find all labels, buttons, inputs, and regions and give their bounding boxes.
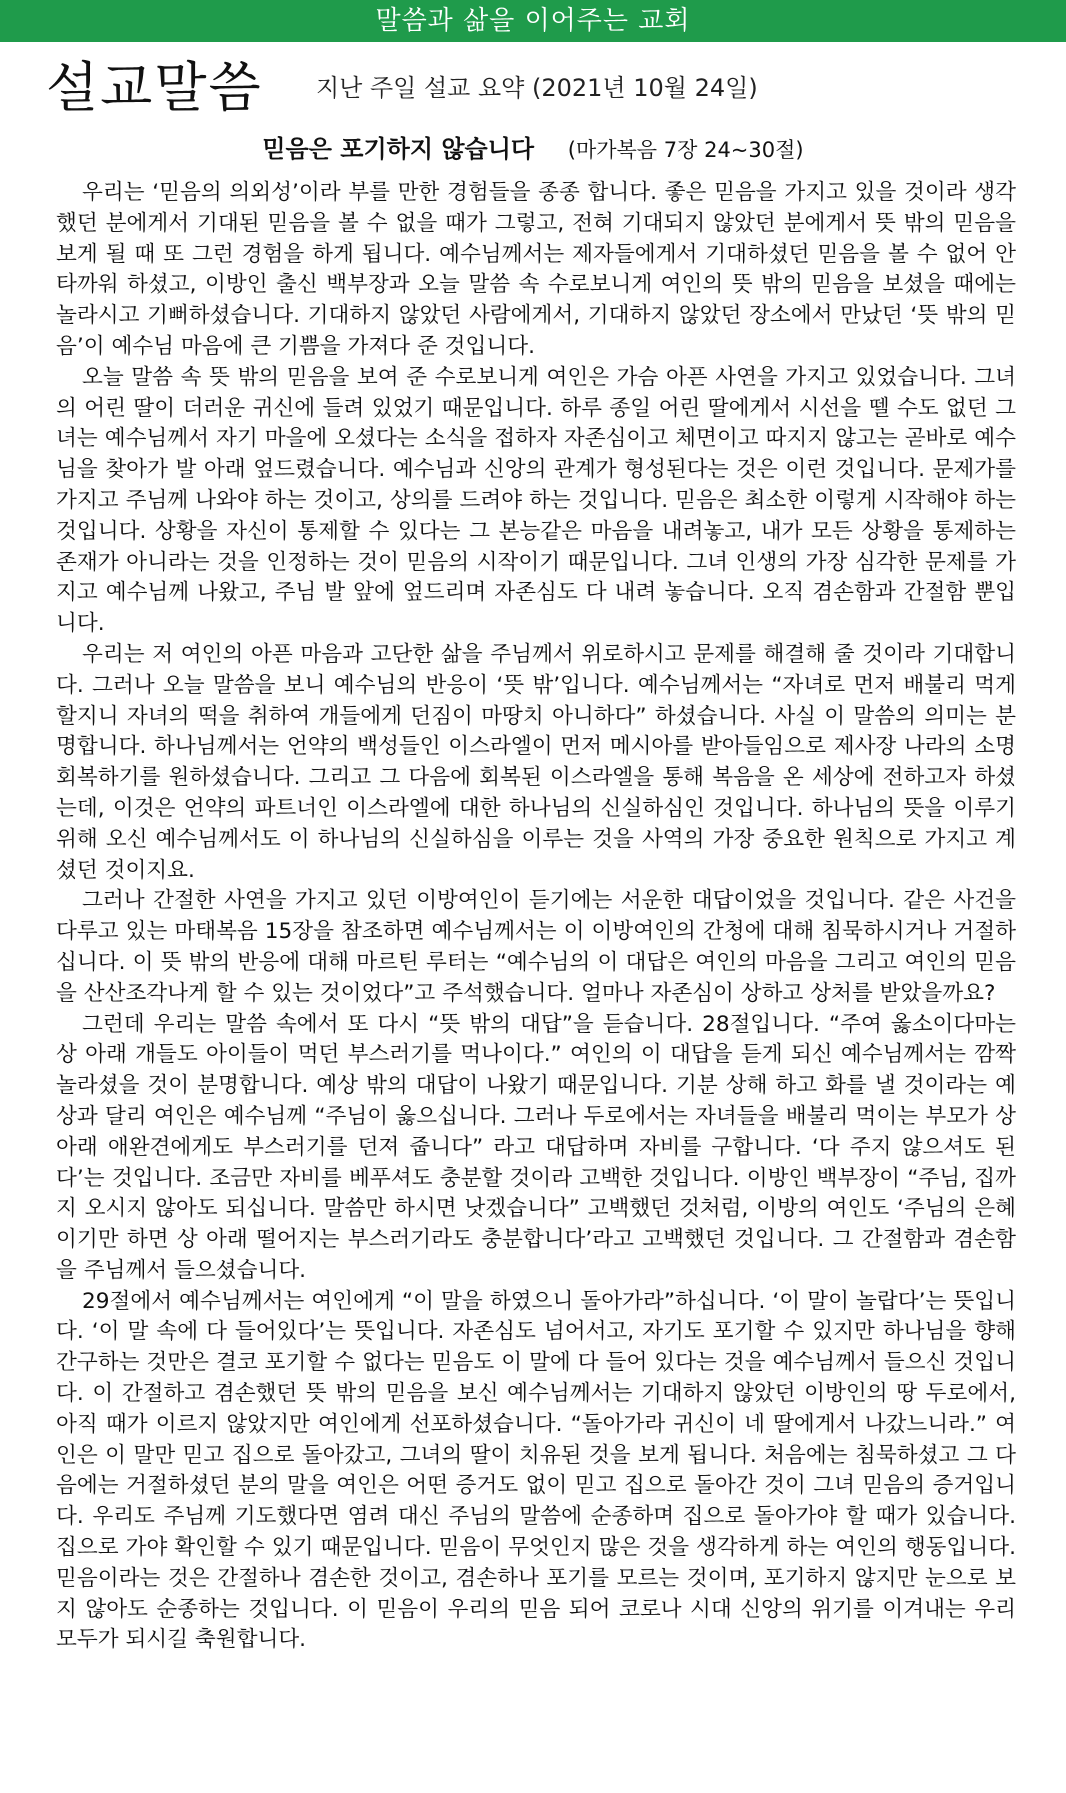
sermon-body	[56, 178, 1016, 1656]
paragraph-5: 그런데 우리는 말씀 속에서 또 다시 “뜻 밖의 대답”을 듣습니다. 28절입니다. “주여 옳소이다마는 상 아래 개들도 아이들이 먹던 부스러기를 먹나이다.” 여인의 이 대답을 듣게 되신 예수님께서는 깜짝 놀라셨을 것이 분명합니다. 예상 밖의 대답이 나왔기 때문입니다. 기분 상해 하고 화를 낼 것이라는 예상과 달리 여인은 예수님께 “주님이 옳으십니다. 그러나 두로에서는 자녀들을 배불리 먹이는 부모가 상 아래 애완견에게도 부스러기를 던져 줍니다” 라고 대답하며 자비를 구합니다. ‘다 주지 않으셔도 된다’는 것입니다. 조금만 자비를 베푸셔도 충분할 것이라 고백한 것입니다. 이방인 백부장이 “주님, 집까지 오시지 않아도 되십니다. 말씀만 하시면 낫겠습니다” 고백했던 것처럼, 이방의 여인도 ‘주님의 은혜이기만 하면 상 아래 떨어지는 부스러기라도 충분합니다’라고 고백했던 것입니다. 그 간절함과 겸손함을 주님께서 들으셨습니다.	[56, 1011, 1016, 1283]
paragraph-3: 우리는 저 여인의 아픈 마음과 고단한 삶을 주님께서 위로하시고 문제를 해결해 줄 것이라 기대합니다. 그러나 오늘 말씀을 보니 예수님의 반응이 ‘뜻 밖’입니다. 예수님께서는 “자녀로 먼저 배불리 먹게 할지니 자녀의 떡을 취하여 개들에게 던짐이 마땅치 아니하다” 하셨습니다. 사실 이 말씀의 의미는 분명합니다. 하나님께서는 언약의 백성들인 이스라엘이 먼저 메시아를 받아들임으로 제사장 나라의 소명 회복하기를 원하셨습니다. 그리고 그 다음에 회복된 이스라엘을 통해 복음을 온 세상에 전하고자 하셨는데, 이것은 언약의 파트너인 이스라엘에 대한 하나님의 신실하심인 것입니다. 하나님의 뜻을 이루기 위해 오신 예수님께서도 이 하나님의 신실하심을 이루는 것을 사역의 가장 중요한 원칙으로 가지고 계셨던 것이지요.	[56, 641, 1016, 883]
paragraph-2: 오늘 말씀 속 뜻 밖의 믿음을 보여 준 수로보니게 여인은 가슴 아픈 사연을 가지고 있었습니다. 그녀의 어린 딸이 더러운 귀신에 들려 있었기 때문입니다. 하루 종일 어린 딸에게서 시선을 뗄 수도 없던 그녀는 예수님께서 자기 마을에 오셨다는 소식을 접하자 자존심이고 체면이고 따지지 않고는 곧바로 예수님을 찾아가 발 아래 엎드렸습니다. 예수님과 신앙의 관계가 형성된다는 것은 이런 것입니다. 문제가를 가지고 주님께 나와야 하는 것이고, 상의를 드려야 하는 것입니다. 믿음은 최소한 이렇게 시작해야 하는 것입니다. 상황을 자신이 통제할 수 있다는 그 본능같은 마음을 내려놓고, 내가 모든 상황을 통제하는 존재가 아니라는 것을 인정하는 것이 믿음의 시작이기 때문입니다. 그녀 인생의 가장 심각한 문제를 가지고 예수님께 나왔고, 주님 발 앞에 엎드리며 자존심도 다 내려 놓습니다. 오직 겸손함과 간절함 뿐입니다.	[56, 364, 1016, 637]
banner-text: 말씀과 삶을 이어주는 교회	[375, 6, 691, 36]
header-subtitle: 지난 주일 설교 요약 (2021년 10월 24일)	[316, 74, 758, 102]
paragraph-6: 29절에서 예수님께서는 여인에게 “이 말을 하였으니 돌아가라”하십니다. ‘이 말이 놀랍다’는 뜻입니다. ‘이 말 속에 다 들어있다’는 뜻입니다. 자존심도 넘어서고, 자기도 포기할 수 있지만 하나님을 향해 간구하는 것만은 결코 포기할 수 없다는 믿음도 이 말에 다 들어 있다는 것을 예수님께서 들으신 것입니다. 이 간절하고 겸손했던 뜻 밖의 믿음을 보신 예수님께서는 기대하지 않았던 이방인의 땅 두로에서, 아직 때가 이르지 않았지만 여인에게 선포하셨습니다. “돌아가라 귀신이 네 딸에게서 나갔느니라.” 여인은 이 말만 믿고 집으로 돌아갔고, 그녀의 딸이 치유된 것을 보게 됩니다. 처음에는 침묵하셨고 그 다음에는 거절하셨던 분의 말을 여인은 어떤 증거도 없이 믿고 집으로 돌아간 것이 그녀 믿음의 증거입니다. 우리도 주님께 기도했다면 염려 대신 주님의 말씀에 순종하며 집으로 돌아가야 할 때가 있습니다. 집으로 가야 확인할 수 있기 때문입니다. 믿음이 무엇인지 많은 것을 생각하게 하는 여인의 행동입니다. 믿음이라는 것은 간절하나 겸손한 것이고, 겸손하나 포기를 모르는 것이며, 포기하지 않지만 눈으로 보지 않아도 순종하는 것입니다. 이 믿음이 우리의 믿음 되어 코로나 시대 신앙의 위기를 이겨내는 우리 모두가 되시길 축원합니다.	[56, 1288, 1016, 1653]
sermon-title: 믿음은 포기하지 않습니다	[262, 135, 535, 163]
paragraph-1: 우리는 ‘믿음의 의외성’이라 부를 만한 경험들을 종종 합니다. 좋은 믿음을 가지고 있을 것이라 생각했던 분에게서 기대된 믿음을 볼 수 없을 때가 그렇고, 전혀 기대되지 않았던 분에게서 뜻 밖의 믿음을 보게 될 때 또 그런 경험을 하게 됩니다. 예수님께서는 제자들에게서 기대하셨던 믿음을 볼 수 없어 안타까워 하셨고, 이방인 출신 백부장과 오늘 말씀 속 수로보니게 여인의 뜻 밖의 믿음을 보셨을 때에는 놀라시고 기뻐하셨습니다. 기대하지 않았던 사람에게서, 기대하지 않았던 장소에서 만났던 ‘뜻 밖의 믿음’이 예수님 마음에 큰 기쁨을 가져다 준 것입니다.	[56, 180, 1016, 359]
sermon-heading	[0, 132, 1066, 167]
scripture-reference: (마가복음 7장 24~30절)	[567, 138, 804, 162]
section-title: 설교말씀	[46, 56, 263, 119]
page-header	[46, 50, 1046, 126]
paragraph-4: 그러나 간절한 사연을 가지고 있던 이방여인이 듣기에는 서운한 대답이었을 것입니다. 같은 사건을 다루고 있는 마태복음 15장을 참조하면 예수님께서는 이 이방여인의 간청에 대해 침묵하시거나 거절하십니다. 이 뜻 밖의 반응에 대해 마르틴 루터는 “예수님의 이 대답은 여인의 마음을 그리고 여인의 믿음을 산산조각나게 할 수 있는 것이었다”고 주석했습니다. 얼마나 자존심이 상하고 상처를 받았을까요?	[56, 888, 1016, 1006]
church-banner	[0, 0, 1066, 42]
